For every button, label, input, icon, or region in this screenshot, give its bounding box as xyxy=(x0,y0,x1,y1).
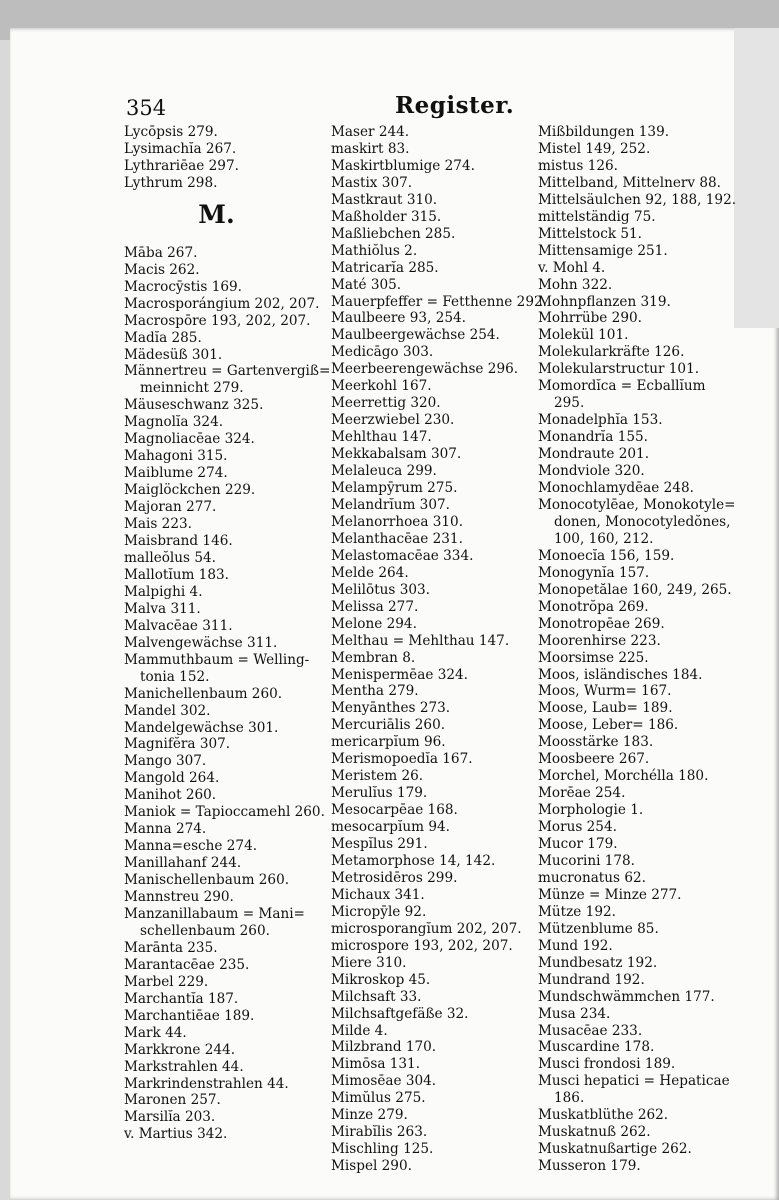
index-entry: Mercuriālis 260. xyxy=(331,717,446,734)
index-entry: Moosstärke 183. xyxy=(538,734,654,751)
index-entry: Mund 192. xyxy=(538,937,613,954)
index-entry: Musacēae 233. xyxy=(538,1022,643,1039)
index-entry: Molekül 101. xyxy=(538,327,629,344)
index-entry: Maté 305. xyxy=(331,276,402,293)
index-entry: Marbel 229. xyxy=(124,973,209,990)
index-entry: Mimŭlus 275. xyxy=(331,1090,426,1107)
index-entry: Medicāgo 303. xyxy=(331,344,434,361)
index-entry: Mütze 192. xyxy=(538,903,616,920)
index-entry: maskirt 83. xyxy=(331,140,410,157)
index-entry: Milzbrand 170. xyxy=(331,1039,437,1056)
index-entry: Maser 244. xyxy=(331,124,410,140)
index-entry: Maßliebchen 285. xyxy=(331,225,456,242)
index-entry: Mützenblume 85. xyxy=(538,920,659,937)
index-entry: Morchel, Morchélla 180. xyxy=(538,768,709,785)
index-entry: Maiglöckchen 229. xyxy=(124,482,256,499)
index-entry: Muskatnuß 262. xyxy=(538,1124,651,1141)
index-entry: Mannstreu 290. xyxy=(124,889,234,906)
index-entry: Manillahanf 244. xyxy=(124,855,242,872)
index-entry: Manna 274. xyxy=(124,821,207,838)
index-entry: Mistel 149, 252. xyxy=(538,140,651,157)
index-entry: Marchantĭa 187. xyxy=(124,990,239,1007)
index-entry: Muskatnußartige 262. xyxy=(538,1141,692,1158)
index-entry: mistus 126. xyxy=(538,157,618,174)
index-entry: Melampȳrum 275. xyxy=(331,480,458,497)
index-entry: Mimōsa 131. xyxy=(331,1056,421,1073)
index-entry: Majoran 277. xyxy=(124,499,217,516)
index-entry: Mittensamige 251. xyxy=(538,242,668,259)
index-entry: Mondraute 201. xyxy=(538,446,650,463)
index-entry: meinnicht 279. xyxy=(140,380,244,397)
index-entry: 295. xyxy=(554,395,585,412)
index-entry: Maßholder 315. xyxy=(331,208,442,225)
index-entry: Macis 262. xyxy=(124,261,200,278)
index-entry: Mirabĭlis 263. xyxy=(331,1124,428,1141)
index-list xyxy=(331,124,547,1175)
index-entry: Lythrum 298. xyxy=(124,174,218,191)
index-entry: Macrosporángium 202, 207. xyxy=(124,295,320,312)
index-column-1 xyxy=(124,124,329,1143)
page-number: 354 xyxy=(126,96,167,120)
index-entry: Miere 310. xyxy=(331,954,407,971)
index-entry: Mäuseschwanz 325. xyxy=(124,397,264,414)
index-entry: Muskatblüthe 262. xyxy=(538,1107,669,1124)
index-entry: Manischellenbaum 260. xyxy=(124,872,290,889)
index-entry: Mekkabalsam 307. xyxy=(331,446,462,463)
index-entry: Milchsaft 33. xyxy=(331,988,422,1005)
index-entry: Mangold 264. xyxy=(124,770,220,787)
index-entry: Mango 307. xyxy=(124,753,207,770)
index-entry: Maniok = Tapioccamehl 260. xyxy=(124,804,325,821)
index-entry: Musci hepatici = Hepaticae xyxy=(538,1073,730,1090)
index-entry: Molekularkräfte 126. xyxy=(538,344,685,361)
index-entry: Merismopoedĭa 167. xyxy=(331,751,473,768)
index-entry: microspore 193, 202, 207. xyxy=(331,937,513,954)
index-entry: mericarpĭum 96. xyxy=(331,734,446,751)
index-entry: Manichellenbaum 260. xyxy=(124,685,283,702)
index-entry: Melastomacēae 334. xyxy=(331,547,474,564)
index-entry: Melde 264. xyxy=(331,564,409,581)
index-entry: Mispel 290. xyxy=(331,1158,412,1175)
index-entry: Mahagoni 315. xyxy=(124,448,228,465)
index-entry: Magnifĕra 307. xyxy=(124,736,231,753)
index-entry: Meerkohl 167. xyxy=(331,378,432,395)
index-entry: Metamorphose 14, 142. xyxy=(331,852,496,869)
index-entry: Mißbildungen 139. xyxy=(538,124,670,140)
index-entry: Monocotylēae, Monokotyle= xyxy=(538,496,736,513)
index-entry: Mundschwämmchen 177. xyxy=(538,988,715,1005)
index-entry: Monotropēae 269. xyxy=(538,615,665,632)
index-entry: Markkrone 244. xyxy=(124,1041,236,1058)
index-entry: Morēae 254. xyxy=(538,785,626,802)
index-entry: Mohn 322. xyxy=(538,276,613,293)
index-entry: Monopetălae 160, 249, 265. xyxy=(538,581,732,598)
index-entry: Moose, Laub= 189. xyxy=(538,700,673,717)
index-entry: Melanthacēae 231. xyxy=(331,530,463,547)
index-entry: Morphologie 1. xyxy=(538,802,644,819)
index-entry: Momordĭca = Ecballĭum xyxy=(538,378,706,395)
index-entry: v. Martius 342. xyxy=(124,1126,228,1143)
index-entry: schellenbaum 260. xyxy=(140,922,270,939)
index-entry: Musa 234. xyxy=(538,1005,611,1022)
index-entry: Merulĭus 179. xyxy=(331,785,428,802)
index-entry: Mastix 307. xyxy=(331,174,413,191)
running-header: Register. xyxy=(395,92,515,119)
index-list xyxy=(538,124,774,1175)
index-entry: Maskirtblumige 274. xyxy=(331,157,475,174)
index-entry: Malvengewächse 311. xyxy=(124,634,278,651)
index-entry: Mischling 125. xyxy=(331,1141,434,1158)
index-entry: Melilōtus 303. xyxy=(331,581,430,598)
index-entry: Moose, Leber= 186. xyxy=(538,717,679,734)
index-entry: microsporangĭum 202, 207. xyxy=(331,920,522,937)
index-entry: Manzanillabaum = Mani= xyxy=(124,905,305,922)
index-entry: Maronen 257. xyxy=(124,1092,221,1109)
index-entry: Michaux 341. xyxy=(331,886,425,903)
index-entry: Münze = Minze 277. xyxy=(538,886,682,903)
index-entry: Membran 8. xyxy=(331,649,416,666)
index-entry: Markstrahlen 44. xyxy=(124,1058,244,1075)
index-entry: Mundrand 192. xyxy=(538,971,645,988)
index-entry: Marānta 235. xyxy=(124,939,218,956)
index-entry: Māba 267. xyxy=(124,244,198,261)
index-entry: Maiblume 274. xyxy=(124,465,228,482)
index-entry: Mespĭlus 291. xyxy=(331,836,428,853)
index-entry: Mammuthbaum = Welling- xyxy=(124,651,310,668)
index-entry: Milchsaftgefäße 32. xyxy=(331,1005,469,1022)
index-entry: Mathiŏlus 2. xyxy=(331,242,418,259)
index-entry: Micropȳle 92. xyxy=(331,903,427,920)
index-entry: Männertreu = Gartenvergiß= xyxy=(124,363,331,380)
index-entry: Mucor 179. xyxy=(538,836,618,853)
index-entry: Mehlthau 147. xyxy=(331,429,432,446)
index-entry: Mittelstock 51. xyxy=(538,225,642,242)
index-entry: Maulbeere 93, 254. xyxy=(331,310,466,327)
index-entry: Mentha 279. xyxy=(331,683,419,700)
index-entry: Monoecĭa 156, 159. xyxy=(538,547,675,564)
index-entry: Meerzwiebel 230. xyxy=(331,412,455,429)
index-entry: Matricarĭa 285. xyxy=(331,259,439,276)
index-entry: Moos, Wurm= 167. xyxy=(538,683,672,700)
index-entry: Mohnpflanzen 319. xyxy=(538,293,671,310)
index-entry: Moosbeere 267. xyxy=(538,751,650,768)
index-entry: Melone 294. xyxy=(331,615,417,632)
index-entry: Mandelgewächse 301. xyxy=(124,719,279,736)
index-entry: Mark 44. xyxy=(124,1024,187,1041)
index-entry: Melandrĭum 307. xyxy=(331,496,450,513)
index-entry: Monadelphĭa 153. xyxy=(538,412,663,429)
index-entry: Muscardine 178. xyxy=(538,1039,655,1056)
index-entry: Malvacēae 311. xyxy=(124,617,233,634)
index-entry: Meerrettig 320. xyxy=(331,395,441,412)
index-entry: Magnolĭa 324. xyxy=(124,414,224,431)
index-entry: Manihot 260. xyxy=(124,787,217,804)
section-letter: M. xyxy=(198,199,235,229)
index-entry: Melaleuca 299. xyxy=(331,463,437,480)
index-entry: Mädesüß 301. xyxy=(124,346,223,363)
index-entry: Monogynĭa 157. xyxy=(538,564,650,581)
index-entry: Manna=esche 274. xyxy=(124,838,258,855)
index-entry: Marantacēae 235. xyxy=(124,956,250,973)
index-entry: Milde 4. xyxy=(331,1022,388,1039)
index-entry: Minze 279. xyxy=(331,1107,408,1124)
index-entry: Marsilĭa 203. xyxy=(124,1109,216,1126)
index-entry: Mundbesatz 192. xyxy=(538,954,658,971)
index-entry: Lycōpsis 279. xyxy=(124,124,218,140)
index-entry: Malpighi 4. xyxy=(124,583,203,600)
index-entry: Monochlamydēae 248. xyxy=(538,480,694,497)
index-entry: Macrocȳstis 169. xyxy=(124,278,242,295)
index-entry: Musseron 179. xyxy=(538,1158,641,1175)
index-entry: Moorenhirse 223. xyxy=(538,632,661,649)
index-entry: v. Mohl 4. xyxy=(538,259,606,276)
index-entry: Mohrrübe 290. xyxy=(538,310,642,327)
index-entry: Mimosēae 304. xyxy=(331,1073,437,1090)
index-entry: Lythrariēae 297. xyxy=(124,157,239,174)
index-entry: Monandrĭa 155. xyxy=(538,429,648,446)
index-list xyxy=(124,245,329,1144)
index-entry: Maisbrand 146. xyxy=(124,533,233,550)
index-entry: Mastkraut 310. xyxy=(331,191,438,208)
index-entry: Macrospōre 193, 202, 207. xyxy=(124,312,311,329)
index-entry: 186. xyxy=(554,1090,585,1107)
index-entry: Melthau = Mehlthau 147. xyxy=(331,632,510,649)
index-entry: Morus 254. xyxy=(538,819,617,836)
index-entry: Mittelband, Mittelnerv 88. xyxy=(538,174,721,191)
index-entry: tonia 152. xyxy=(140,668,210,685)
index-entry: Mesocarpēae 168. xyxy=(331,802,458,819)
index-column-3 xyxy=(538,124,774,1175)
index-entry: Mucorini 178. xyxy=(538,852,636,869)
index-entry: Mauerpfeffer = Fetthenne 292. xyxy=(331,293,547,310)
index-entry: mesocarpĭum 94. xyxy=(331,819,450,836)
index-entry: Moos, isländisches 184. xyxy=(538,666,703,683)
index-entry: mucronatus 62. xyxy=(538,869,646,886)
index-entry: malleŏlus 54. xyxy=(124,549,216,566)
index-entry: 100, 160, 212. xyxy=(554,530,654,547)
index-entry: Molekularstructur 101. xyxy=(538,361,700,378)
index-entry: Mais 223. xyxy=(124,516,192,533)
index-entry: Maulbeergewächse 254. xyxy=(331,327,500,344)
index-entry: mittelständig 75. xyxy=(538,208,656,225)
index-entry: Mallotĭum 183. xyxy=(124,566,229,583)
index-entry: Malva 311. xyxy=(124,600,201,617)
index-entry: Madĭa 285. xyxy=(124,329,202,346)
index-entry: Markrindenstrahlen 44. xyxy=(124,1075,289,1092)
index-entry: donen, Monocotyledŏnes, xyxy=(554,513,731,530)
index-entry: Mandel 302. xyxy=(124,702,211,719)
index-entry: Marchantiēae 189. xyxy=(124,1007,255,1024)
index-entry: Mondviole 320. xyxy=(538,463,645,480)
index-entry: Melanorrhoea 310. xyxy=(331,513,464,530)
index-entry: Monotrŏpa 269. xyxy=(538,598,649,615)
index-entry: Meerbeerengewächse 296. xyxy=(331,361,519,378)
index-entry: Menyānthes 273. xyxy=(331,700,451,717)
index-column-2 xyxy=(331,124,547,1175)
index-entry: Menispermēae 324. xyxy=(331,666,468,683)
index-entry: Melissa 277. xyxy=(331,598,419,615)
index-entry: Meristem 26. xyxy=(331,768,424,785)
index-entry: Mittelsäulchen 92, 188, 192. xyxy=(538,191,737,208)
index-entry: Metrosidēros 299. xyxy=(331,869,458,886)
index-entry: Lysimachĭa 267. xyxy=(124,140,237,157)
index-entry: Mikroskop 45. xyxy=(331,971,431,988)
index-entry: Moorsimse 225. xyxy=(538,649,649,666)
index-entry: Magnoliacēae 324. xyxy=(124,431,255,448)
index-entry: Musci frondosi 189. xyxy=(538,1056,676,1073)
